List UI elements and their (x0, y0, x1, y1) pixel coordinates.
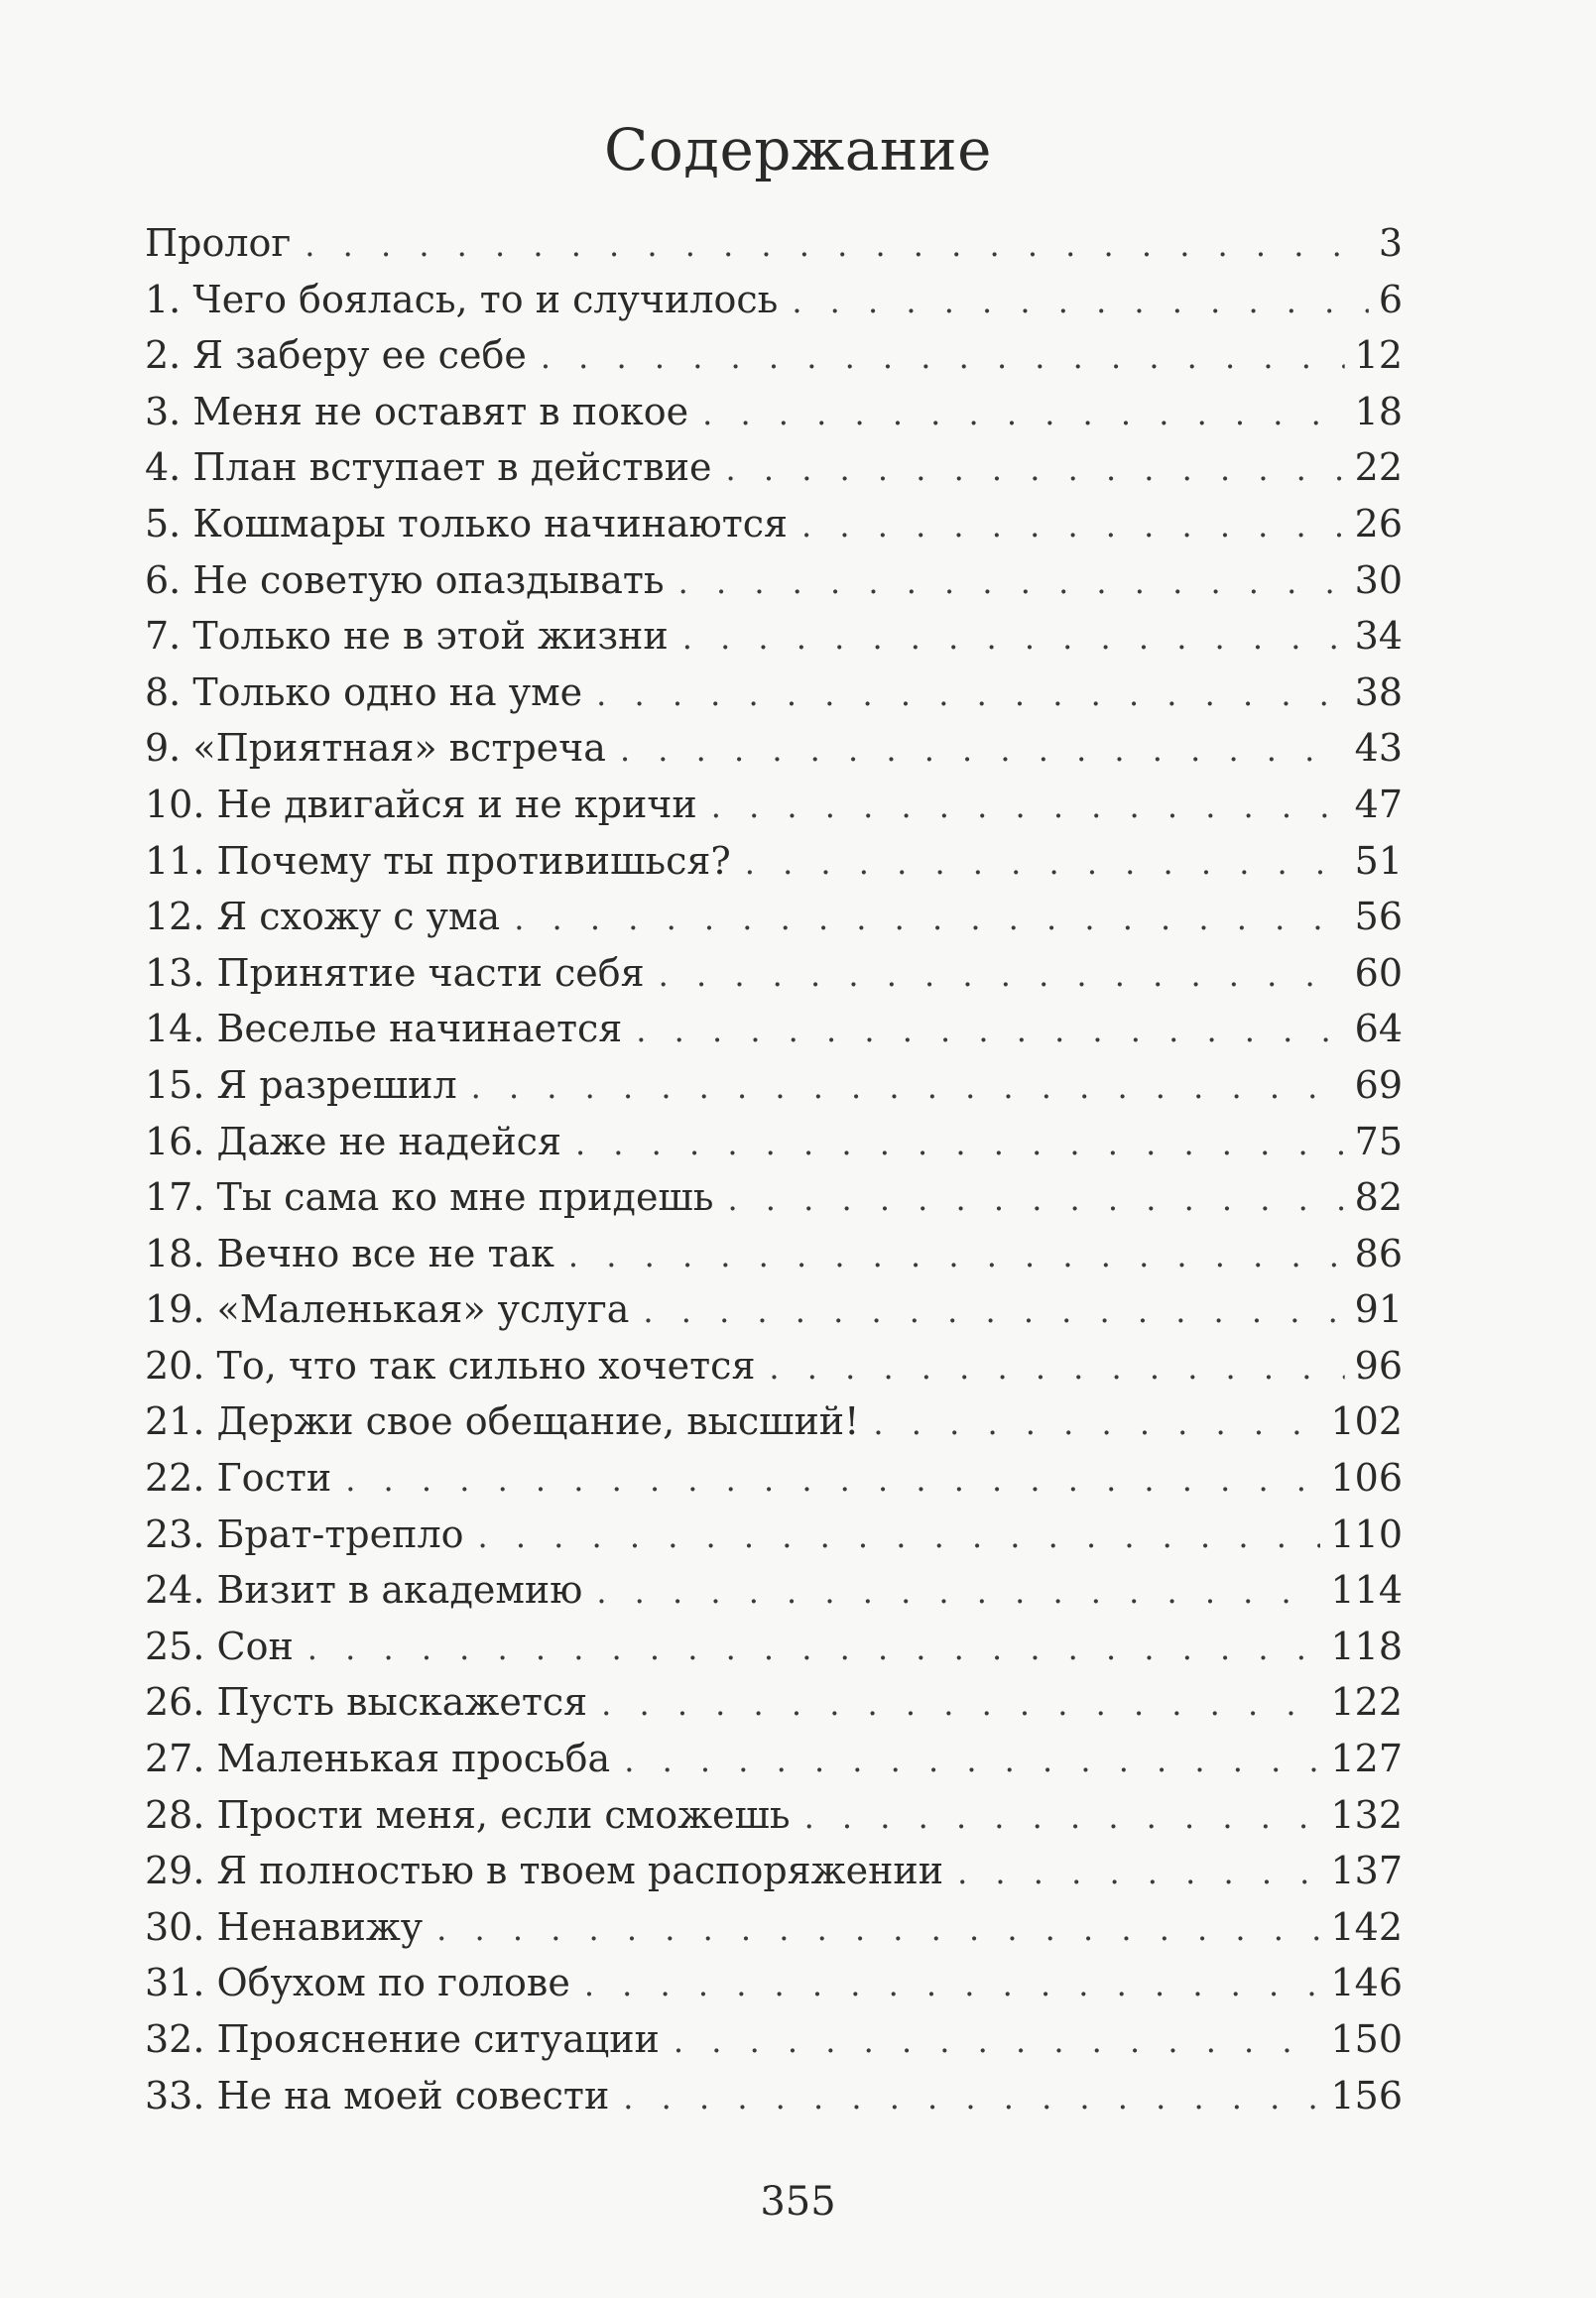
toc-entry (145, 720, 1403, 777)
toc-entry-page: 30 (1354, 557, 1403, 602)
dot-leader (623, 2070, 1320, 2126)
toc-entry (145, 1731, 1403, 1787)
dot-leader (726, 441, 1345, 498)
toc-entry-page: 6 (1378, 277, 1403, 321)
dot-leader (745, 835, 1345, 892)
toc-entry-page: 102 (1330, 1399, 1403, 1444)
toc-entry (145, 496, 1403, 552)
toc-entry (145, 1843, 1403, 1899)
toc-entry-title: 27. Маленькая просьба (145, 1737, 611, 1781)
page-number: 355 (760, 2179, 836, 2225)
dot-leader (957, 1845, 1320, 1901)
toc-entry-page: 82 (1354, 1175, 1403, 1220)
toc-entry-page: 122 (1330, 1680, 1403, 1725)
toc-entry (145, 1393, 1403, 1450)
toc-entry-page: 106 (1330, 1456, 1403, 1501)
toc-entry-page: 86 (1354, 1231, 1403, 1275)
toc-entry (145, 272, 1403, 328)
toc-entry (145, 1674, 1403, 1731)
dot-leader (674, 2013, 1321, 2070)
toc-entry-title: 10. Не двигайся и не кричи (145, 782, 697, 826)
toc-entry-page: 12 (1354, 333, 1403, 378)
toc-entry (145, 1562, 1403, 1619)
dot-leader (624, 1733, 1320, 1789)
dot-leader (702, 386, 1345, 442)
toc-entry (145, 1338, 1403, 1394)
toc-entry-page: 18 (1354, 389, 1403, 433)
toc-entry (145, 1281, 1403, 1338)
toc-title: Содержание (603, 116, 993, 183)
toc-entry-title: 18. Вечно все не так (145, 1231, 554, 1275)
toc-entry-title: Пролог (145, 221, 292, 265)
toc-entry-title: 6. Не советую опаздывать (145, 557, 665, 602)
toc-entry-page: 96 (1354, 1343, 1403, 1388)
toc-entry-title: 20. То, что так сильно хочется (145, 1343, 756, 1388)
toc-entry-title: 7. Только не в этой жизни (145, 614, 669, 659)
toc-entry-title: 25. Сон (145, 1624, 294, 1668)
dot-leader (801, 498, 1345, 554)
dot-leader (792, 274, 1368, 330)
dot-leader (727, 1171, 1344, 1228)
toc-entry (145, 552, 1403, 609)
dot-leader (596, 1564, 1320, 1621)
toc-entry-title: 14. Веселье начинается (145, 1007, 623, 1051)
toc-entry-title: 9. «Приятная» встреча (145, 726, 606, 771)
toc-entry (145, 777, 1403, 833)
toc-entry-page: 114 (1330, 1568, 1403, 1613)
toc-entry (145, 2011, 1403, 2068)
dot-leader (584, 1957, 1321, 2013)
toc-entry-page: 118 (1330, 1624, 1403, 1668)
toc-entry (145, 1619, 1403, 1675)
toc-entry-title: 32. Прояснение ситуации (145, 2017, 660, 2061)
toc-entry (145, 1057, 1403, 1114)
toc-entry-page: 91 (1354, 1287, 1403, 1332)
toc-entry-title: 24. Визит в академию (145, 1568, 583, 1613)
toc-entry (145, 608, 1403, 665)
toc-entry-title: 13. Принятие части себя (145, 950, 645, 995)
toc-entry (145, 945, 1403, 1002)
dot-leader (873, 1395, 1320, 1452)
dot-leader (596, 666, 1345, 723)
toc-entry-page: 110 (1330, 1512, 1403, 1556)
toc-entry-page: 43 (1354, 726, 1403, 771)
toc-entry-title: 29. Я полностью в твоем распоряжении (145, 1849, 944, 1893)
dot-leader (345, 1452, 1320, 1509)
toc-entry-title: 31. Обухом по голове (145, 1961, 570, 2005)
dot-leader (643, 1283, 1344, 1340)
toc-entry (145, 833, 1403, 890)
toc-entry (145, 2068, 1403, 2124)
toc-entry-title: 33. Не на моей совести (145, 2073, 610, 2117)
toc-entry-page: 47 (1354, 782, 1403, 826)
toc-entry-page: 60 (1354, 950, 1403, 995)
dot-leader (307, 1621, 1321, 1677)
toc-entry (145, 1001, 1403, 1057)
toc-entry (145, 1226, 1403, 1282)
toc-entry-page: 127 (1330, 1737, 1403, 1781)
toc-entry-title: 26. Пусть выскажется (145, 1680, 588, 1725)
toc-entry-page: 156 (1330, 2073, 1403, 2117)
toc-entry-page: 146 (1330, 1961, 1403, 2005)
dot-leader (477, 1509, 1320, 1565)
dot-leader (659, 947, 1345, 1004)
toc-entry-page: 69 (1354, 1062, 1403, 1107)
dot-leader (575, 1116, 1345, 1172)
toc-entry-page: 137 (1330, 1849, 1403, 1893)
toc-entry-page: 64 (1354, 1007, 1403, 1051)
dot-leader (636, 1003, 1344, 1059)
toc-entry-title: 1. Чего боялась, то и случилось (145, 277, 779, 321)
toc-entry (145, 1899, 1403, 1956)
toc-entry-title: 5. Кошмары только начинаются (145, 501, 789, 545)
toc-entry-page: 38 (1354, 669, 1403, 714)
toc-entry-title: 19. «Маленькая» услуга (145, 1287, 630, 1332)
dot-leader (682, 610, 1345, 666)
toc-entry-page: 51 (1354, 838, 1403, 883)
toc-entry-title: 2. Я заберу ее себе (145, 333, 527, 378)
dot-leader (305, 217, 1369, 274)
dot-leader (804, 1789, 1321, 1846)
toc-entry (145, 889, 1403, 945)
dot-leader (678, 554, 1345, 611)
dot-leader (436, 1901, 1320, 1958)
toc-entry-title: 22. Гости (145, 1456, 332, 1501)
toc-entry (145, 1169, 1403, 1226)
toc-entry (145, 1787, 1403, 1844)
toc-entry-title: 21. Держи свое обещание, высший! (145, 1399, 860, 1444)
toc-entry-page: 132 (1330, 1792, 1403, 1837)
dot-leader (711, 779, 1345, 835)
toc-entry (145, 439, 1403, 496)
dot-leader (471, 1059, 1345, 1116)
toc-entry-title: 4. План вступает в действие (145, 445, 712, 490)
toc-entry-page: 150 (1330, 2017, 1403, 2061)
toc-entry-title: 11. Почему ты противишься? (145, 838, 731, 883)
dot-leader (541, 329, 1345, 386)
toc-entry-title: 8. Только одно на уме (145, 669, 583, 714)
toc-list (145, 215, 1403, 2123)
toc-entry (145, 1114, 1403, 1170)
toc-entry-page: 3 (1378, 221, 1403, 265)
toc-entry-page: 56 (1354, 895, 1403, 939)
toc-entry-page: 34 (1354, 614, 1403, 659)
toc-entry (145, 215, 1403, 272)
toc-entry-title: 17. Ты сама ко мне придешь (145, 1175, 714, 1220)
toc-entry-page: 75 (1354, 1119, 1403, 1163)
dot-leader (514, 891, 1344, 947)
dot-leader (769, 1340, 1344, 1396)
dot-leader (620, 722, 1345, 779)
toc-entry-title: 28. Прости меня, если сможешь (145, 1792, 791, 1837)
toc-entry-page: 26 (1354, 501, 1403, 545)
toc-entry (145, 384, 1403, 440)
toc-entry-title: 15. Я разрешил (145, 1062, 457, 1107)
toc-entry-page: 22 (1354, 445, 1403, 490)
dot-leader (601, 1676, 1320, 1733)
toc-entry (145, 327, 1403, 384)
toc-entry (145, 1450, 1403, 1507)
toc-entry (145, 1955, 1403, 2011)
toc-entry-title: 23. Брат-трепло (145, 1512, 464, 1556)
toc-entry-title: 3. Меня не оставят в покое (145, 389, 689, 433)
toc-entry-page: 142 (1330, 1904, 1403, 1949)
toc-entry-title: 12. Я схожу с ума (145, 895, 501, 939)
toc-entry (145, 665, 1403, 721)
toc-entry-title: 30. Ненавижу (145, 1904, 424, 1949)
dot-leader (568, 1228, 1345, 1284)
toc-entry (145, 1507, 1403, 1563)
toc-entry-title: 16. Даже не надейся (145, 1119, 561, 1163)
